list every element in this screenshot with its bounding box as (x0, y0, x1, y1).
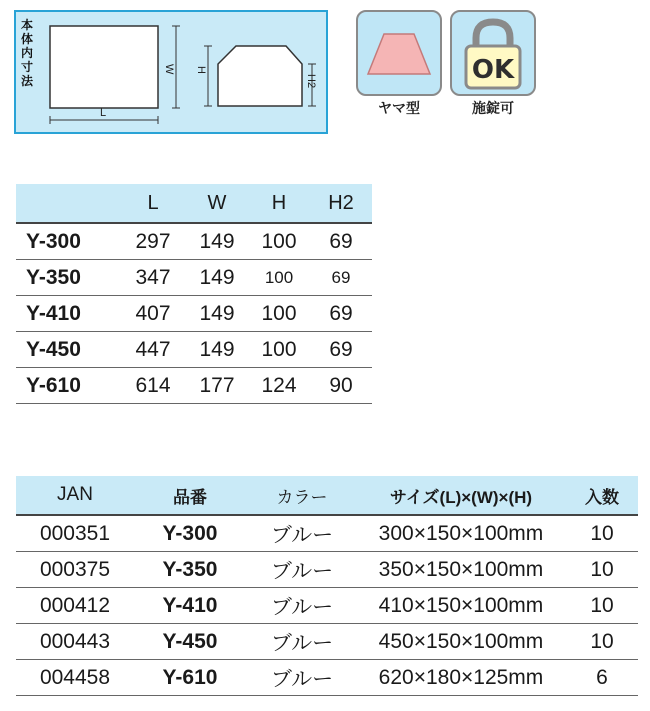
table-row (16, 588, 638, 624)
table-row (16, 516, 638, 552)
row-part: Y-350 (162, 557, 218, 581)
row-qty: 10 (590, 521, 614, 545)
row-jan: 004458 (39, 665, 111, 689)
row-L: 447 (135, 337, 171, 361)
row-qty: 6 (596, 665, 608, 689)
row-size: 350×150×100mm (378, 557, 544, 581)
row-L: 297 (135, 229, 171, 253)
dim-W-text: W (163, 64, 175, 75)
header-W: W (207, 191, 227, 214)
row-qty: 10 (590, 593, 614, 617)
badge-lockable (450, 10, 536, 118)
row-L: 347 (135, 265, 171, 289)
badge-lockable-caption: 施錠可 (472, 101, 514, 117)
row-H: 100 (264, 267, 294, 287)
dim-L-text: L (100, 107, 107, 119)
row-H2: 90 (329, 373, 353, 397)
row-jan: 000443 (39, 629, 111, 653)
row-H: 124 (261, 373, 297, 397)
diagram-label: 本体内寸法 (21, 18, 34, 88)
row-size: 450×150×100mm (378, 629, 544, 653)
row-H: 100 (261, 337, 297, 361)
header-H2: H2 (328, 191, 354, 214)
table-row (16, 552, 638, 588)
table-row (16, 660, 638, 696)
trapezoid-icon (358, 12, 440, 94)
row-code: Y-300 (26, 229, 81, 253)
side-view-shape (218, 46, 302, 106)
row-jan: 000351 (39, 521, 111, 545)
row-color: ブルー (270, 595, 334, 619)
header-size: サイズ(L)×(W)×(H) (389, 487, 533, 507)
row-size: 620×180×125mm (378, 665, 544, 689)
row-H2: 69 (329, 301, 353, 325)
table-row (16, 224, 372, 260)
row-jan: 000375 (39, 557, 111, 581)
row-L: 407 (135, 301, 171, 325)
row-part: Y-300 (162, 521, 218, 545)
size-table-header (16, 184, 372, 224)
product-table-header (16, 476, 638, 516)
row-size: 410×150×100mm (378, 593, 544, 617)
row-H2: 69 (331, 267, 351, 287)
row-size: 300×150×100mm (378, 521, 544, 545)
row-color: ブルー (270, 523, 334, 547)
row-code: Y-450 (26, 337, 81, 361)
row-W: 149 (199, 301, 235, 325)
trapezoid-badge-card (356, 10, 442, 96)
badge-yama-caption: ヤマ型 (378, 101, 420, 117)
header-L: L (147, 191, 159, 214)
row-qty: 10 (590, 629, 614, 653)
row-L: 614 (135, 373, 171, 397)
row-W: 177 (199, 373, 235, 397)
table-row (16, 368, 372, 404)
row-code: Y-410 (26, 301, 81, 325)
padlock-badge-card (450, 10, 536, 96)
row-code: Y-610 (26, 373, 81, 397)
row-W: 149 (199, 337, 235, 361)
table-row (16, 332, 372, 368)
table-row (16, 296, 372, 332)
row-part: Y-610 (162, 665, 218, 689)
dim-H-text: H (195, 66, 207, 74)
dim-H2-text: H2 (305, 74, 317, 89)
header-qty: 入数 (585, 487, 619, 507)
header-color: カラー (276, 487, 328, 507)
padlock-ok-text: OK (471, 55, 515, 85)
row-qty: 10 (590, 557, 614, 581)
top-view-rect (50, 26, 158, 108)
dimension-diagram (14, 10, 328, 134)
row-color: ブルー (270, 631, 334, 655)
row-jan: 000412 (39, 593, 111, 617)
row-code: Y-350 (26, 265, 81, 289)
size-table (16, 184, 372, 404)
table-row (16, 260, 372, 296)
row-part: Y-410 (162, 593, 218, 617)
header-part: 品番 (173, 487, 207, 507)
row-color: ブルー (270, 559, 334, 583)
dimension-drawing (16, 12, 330, 136)
table-row (16, 624, 638, 660)
row-W: 149 (199, 229, 235, 253)
badge-yama (356, 10, 442, 118)
row-H2: 69 (329, 337, 353, 361)
header-H: H (271, 191, 287, 214)
row-part: Y-450 (162, 629, 218, 653)
row-W: 149 (199, 265, 235, 289)
product-table (16, 476, 638, 696)
row-H: 100 (261, 301, 297, 325)
padlock-icon (452, 12, 534, 94)
header-jan: JAN (57, 484, 93, 505)
row-H2: 69 (329, 229, 353, 253)
row-H: 100 (261, 229, 297, 253)
row-color: ブルー (270, 667, 334, 691)
